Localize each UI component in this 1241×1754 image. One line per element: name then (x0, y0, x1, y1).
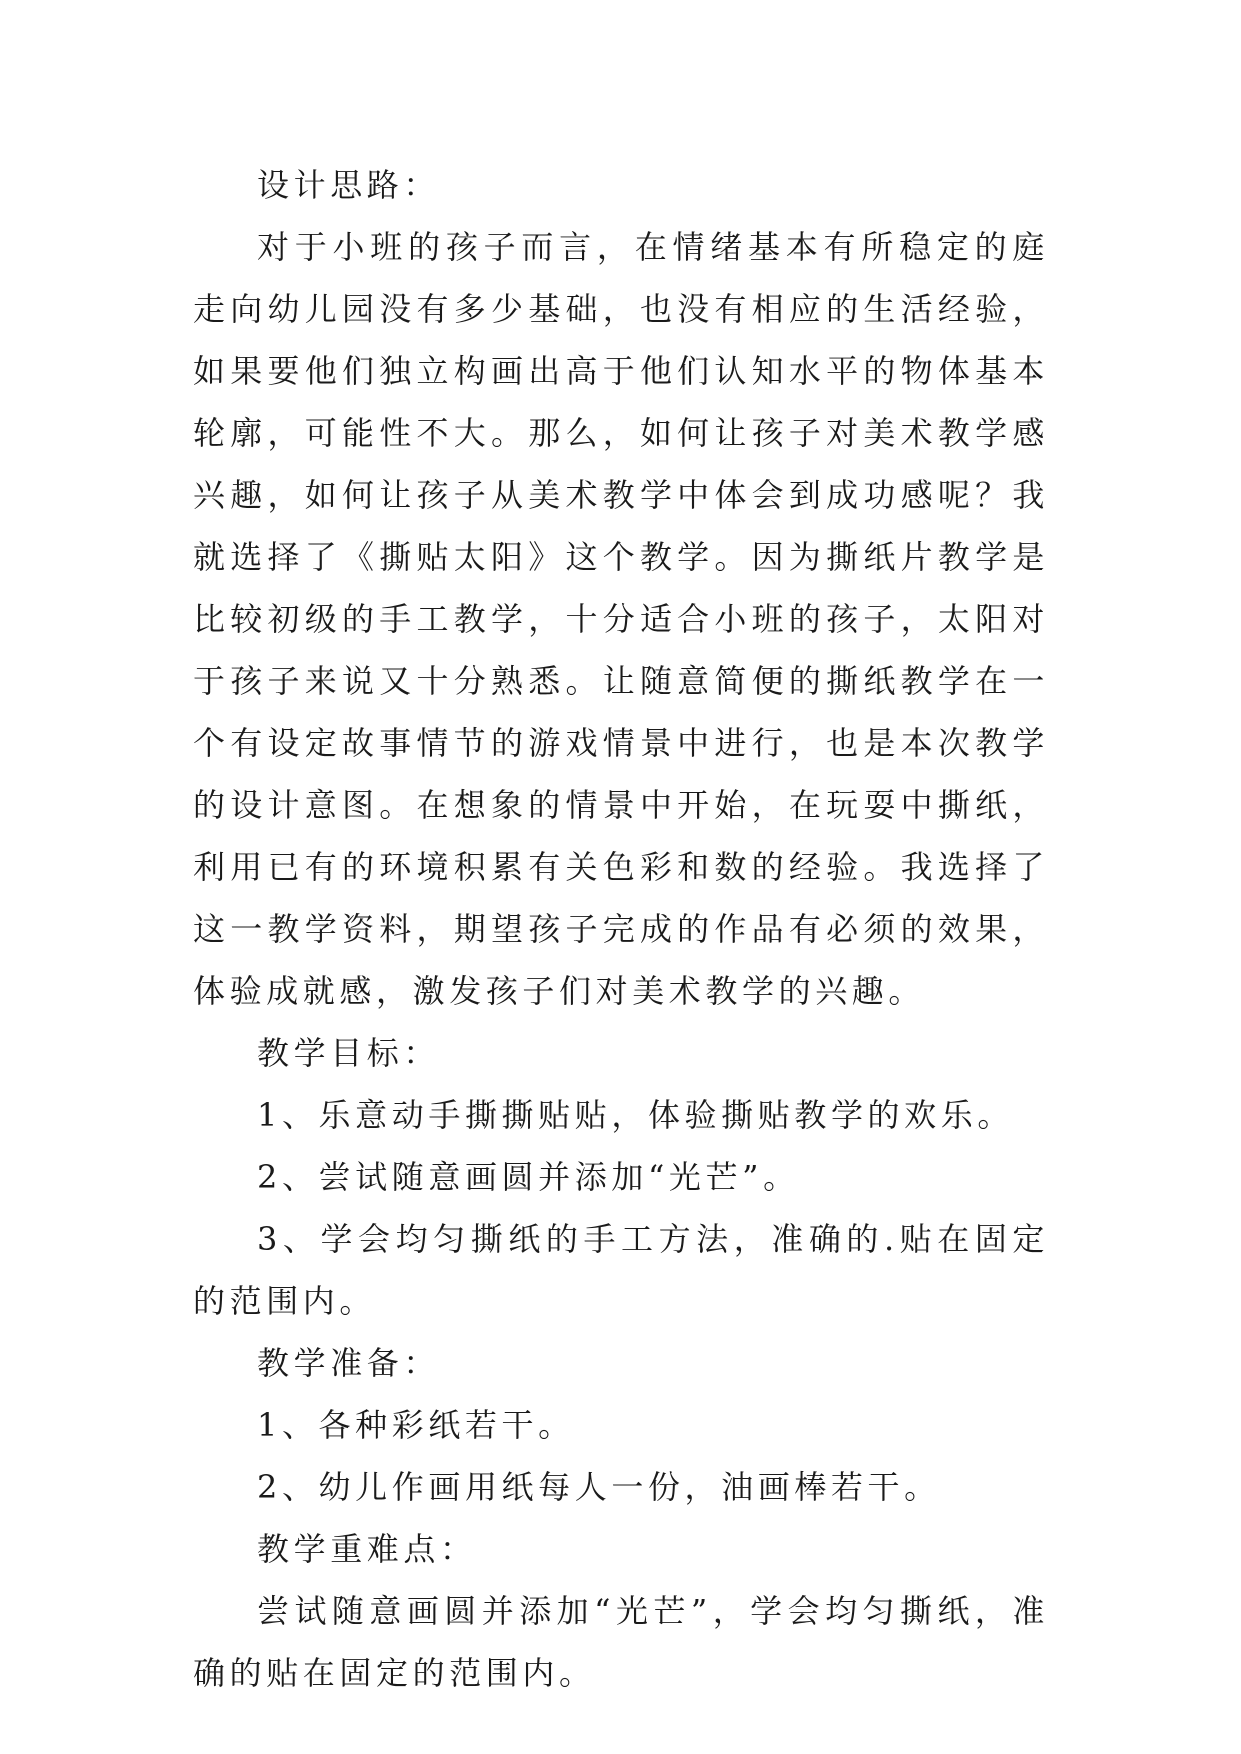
preparation-item-1: 1、各种彩纸若干。 (257, 1406, 575, 1444)
section-heading-preparation: 教学准备： (257, 1344, 441, 1382)
key-points-paragraph: 尝试随意画圆并添加“光芒”，学会均匀撕纸，准确的贴在固定的范围内。 (193, 1592, 1049, 1692)
goal-item-2: 2、尝试随意画圆并添加“光芒”。 (257, 1158, 800, 1196)
section-heading-key-points: 教学重难点： (257, 1530, 477, 1568)
preparation-item-2: 2、幼儿作画用纸每人一份，油画棒若干。 (257, 1468, 941, 1506)
goal-item-3: 3、学会均匀撕纸的手工方法，准确的.贴在固定的范围内。 (193, 1220, 1049, 1320)
section-heading-design: 设计思路： (257, 166, 441, 204)
section-heading-goals: 教学目标： (257, 1034, 441, 1072)
design-paragraph: 对于小班的孩子而言，在情绪基本有所稳定的庭走向幼儿园没有多少基础，也没有相应的生活经验，如果要他们独立构画出高于他们认知水平的物体基本轮廓，可能性不大。那么，如何让孩子对美术教学感兴趣，如何让孩子从美术教学中体会到成功感呢？我就选择了《撕贴太阳》这个教学。因为撕纸片教学是比较初级的手工教学，十分适合小班的孩子，太阳对于孩子来说又十分熟悉。让随意简便的撕纸教学在一个有设定故事情节的游戏情景中进行，也是本次教学的设计意图。在想象的情景中开始，在玩耍中撕纸，利用已有的环境积累有关色彩和数的经验。我选择了这一教学资料，期望孩子完成的作品有必须的效果，体验成就感，激发孩子们对美术教学的兴趣。 (193, 228, 1049, 1010)
goal-item-1: 1、乐意动手撕撕贴贴，体验撕贴教学的欢乐。 (257, 1096, 1014, 1134)
document-body (193, 154, 1049, 1704)
